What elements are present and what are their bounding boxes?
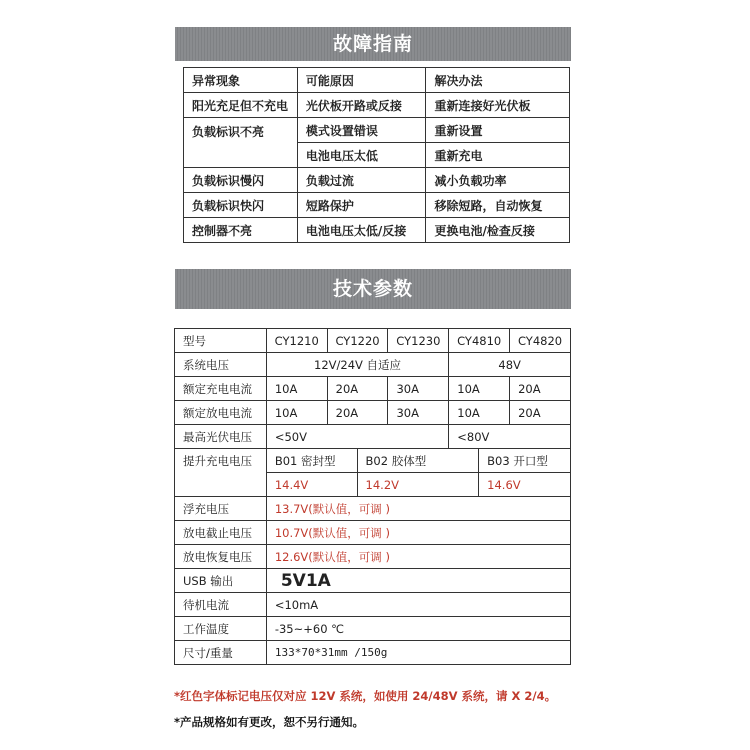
spec-label: 浮充电压 <box>175 497 267 521</box>
symptom-cell: 负载标识慢闪 <box>184 168 298 193</box>
spec-label: 额定放电电流 <box>175 401 267 425</box>
cause-cell: 光伏板开路或反接 <box>297 93 426 118</box>
spec-row-float-voltage <box>175 497 571 521</box>
spec-value: 48V <box>449 353 571 377</box>
spec-label: USB 输出 <box>175 569 267 593</box>
disclaimer-note: *产品规格如有更改，恕不另行通知。 <box>174 715 365 729</box>
spec-label: 系统电压 <box>175 353 267 377</box>
cause-cell: 模式设置错误 <box>297 118 426 143</box>
symptom-cell: 负载标识快闪 <box>184 193 298 218</box>
table-row <box>184 218 570 243</box>
spec-value: 133*70*31mm /150g <box>266 641 570 665</box>
spec-value: 10A <box>266 401 327 425</box>
solution-cell: 重新设置 <box>426 118 570 143</box>
spec-value: 30A <box>388 401 449 425</box>
spec-value: 20A <box>327 401 388 425</box>
cause-cell: 负载过流 <box>297 168 426 193</box>
troubleshooting-title: 故障指南 <box>175 27 571 61</box>
solution-cell: 更换电池/检查反接 <box>426 218 570 243</box>
boost-voltage: 14.4V <box>266 473 357 497</box>
spec-value: 10A <box>266 377 327 401</box>
model-cell: CY1230 <box>388 329 449 353</box>
red-voltage-note: *红色字体标记电压仅对应 12V 系统，如使用 24/48V 系统，请 X 2/4。 <box>174 689 557 703</box>
specs-table <box>174 328 571 665</box>
spec-label: 最高光伏电压 <box>175 425 267 449</box>
spec-row-max-pv-voltage <box>175 425 571 449</box>
spec-row-discharge-recovery <box>175 545 571 569</box>
spec-value: -35~+60 ℃ <box>266 617 570 641</box>
solution-cell: 重新充电 <box>426 143 570 168</box>
table-row <box>184 118 570 143</box>
battery-type: B02 胶体型 <box>357 449 479 473</box>
spec-row-boost-types <box>175 449 571 473</box>
spec-value: 10.7V(默认值，可调 ) <box>266 521 570 545</box>
table-header-row <box>184 68 570 93</box>
spec-row-standby-current <box>175 593 571 617</box>
boost-voltage: 14.2V <box>357 473 479 497</box>
spec-value: 30A <box>388 377 449 401</box>
spec-row-discharge-cutoff <box>175 521 571 545</box>
spec-value: 10A <box>449 377 510 401</box>
solution-cell: 重新连接好光伏板 <box>426 93 570 118</box>
spec-row-usb-output <box>175 569 571 593</box>
model-cell: CY1210 <box>266 329 327 353</box>
spec-label: 提升充电电压 <box>175 449 267 497</box>
header-solution: 解决办法 <box>426 68 570 93</box>
spec-row-model <box>175 329 571 353</box>
spec-value: 12.6V(默认值，可调 ) <box>266 545 570 569</box>
spec-value: <80V <box>449 425 571 449</box>
spec-label: 尺寸/重量 <box>175 641 267 665</box>
spec-value: 13.7V(默认值，可调 ) <box>266 497 570 521</box>
spec-value: <10mA <box>266 593 570 617</box>
boost-voltage: 14.6V <box>479 473 571 497</box>
spec-row-operating-temp <box>175 617 571 641</box>
spec-row-charge-current <box>175 377 571 401</box>
cause-cell: 短路保护 <box>297 193 426 218</box>
spec-row-size-weight <box>175 641 571 665</box>
spec-label: 放电截止电压 <box>175 521 267 545</box>
header-symptom: 异常现象 <box>184 68 298 93</box>
spec-label: 型号 <box>175 329 267 353</box>
specs-title: 技术参数 <box>175 269 571 309</box>
cause-cell: 电池电压太低 <box>297 143 426 168</box>
battery-type: B01 密封型 <box>266 449 357 473</box>
solution-cell: 移除短路，自动恢复 <box>426 193 570 218</box>
spec-row-discharge-current <box>175 401 571 425</box>
battery-type: B03 开口型 <box>479 449 571 473</box>
solution-cell: 减小负载功率 <box>426 168 570 193</box>
spec-value: 20A <box>510 377 571 401</box>
spec-row-system-voltage <box>175 353 571 377</box>
table-row <box>184 93 570 118</box>
spec-value: <50V <box>266 425 448 449</box>
table-row <box>184 193 570 218</box>
model-cell: CY4810 <box>449 329 510 353</box>
spec-value: 5V1A <box>266 569 570 593</box>
troubleshooting-table <box>183 67 570 243</box>
spec-label: 待机电流 <box>175 593 267 617</box>
symptom-cell: 负载标识不亮 <box>184 118 298 168</box>
table-row <box>184 168 570 193</box>
spec-label: 工作温度 <box>175 617 267 641</box>
spec-label: 额定充电电流 <box>175 377 267 401</box>
spec-value: 20A <box>327 377 388 401</box>
model-cell: CY4820 <box>510 329 571 353</box>
spec-value: 12V/24V 自适应 <box>266 353 448 377</box>
header-cause: 可能原因 <box>297 68 426 93</box>
spec-value: 20A <box>510 401 571 425</box>
model-cell: CY1220 <box>327 329 388 353</box>
symptom-cell: 阳光充足但不充电 <box>184 93 298 118</box>
spec-label: 放电恢复电压 <box>175 545 267 569</box>
spec-value: 10A <box>449 401 510 425</box>
cause-cell: 电池电压太低/反接 <box>297 218 426 243</box>
symptom-cell: 控制器不亮 <box>184 218 298 243</box>
